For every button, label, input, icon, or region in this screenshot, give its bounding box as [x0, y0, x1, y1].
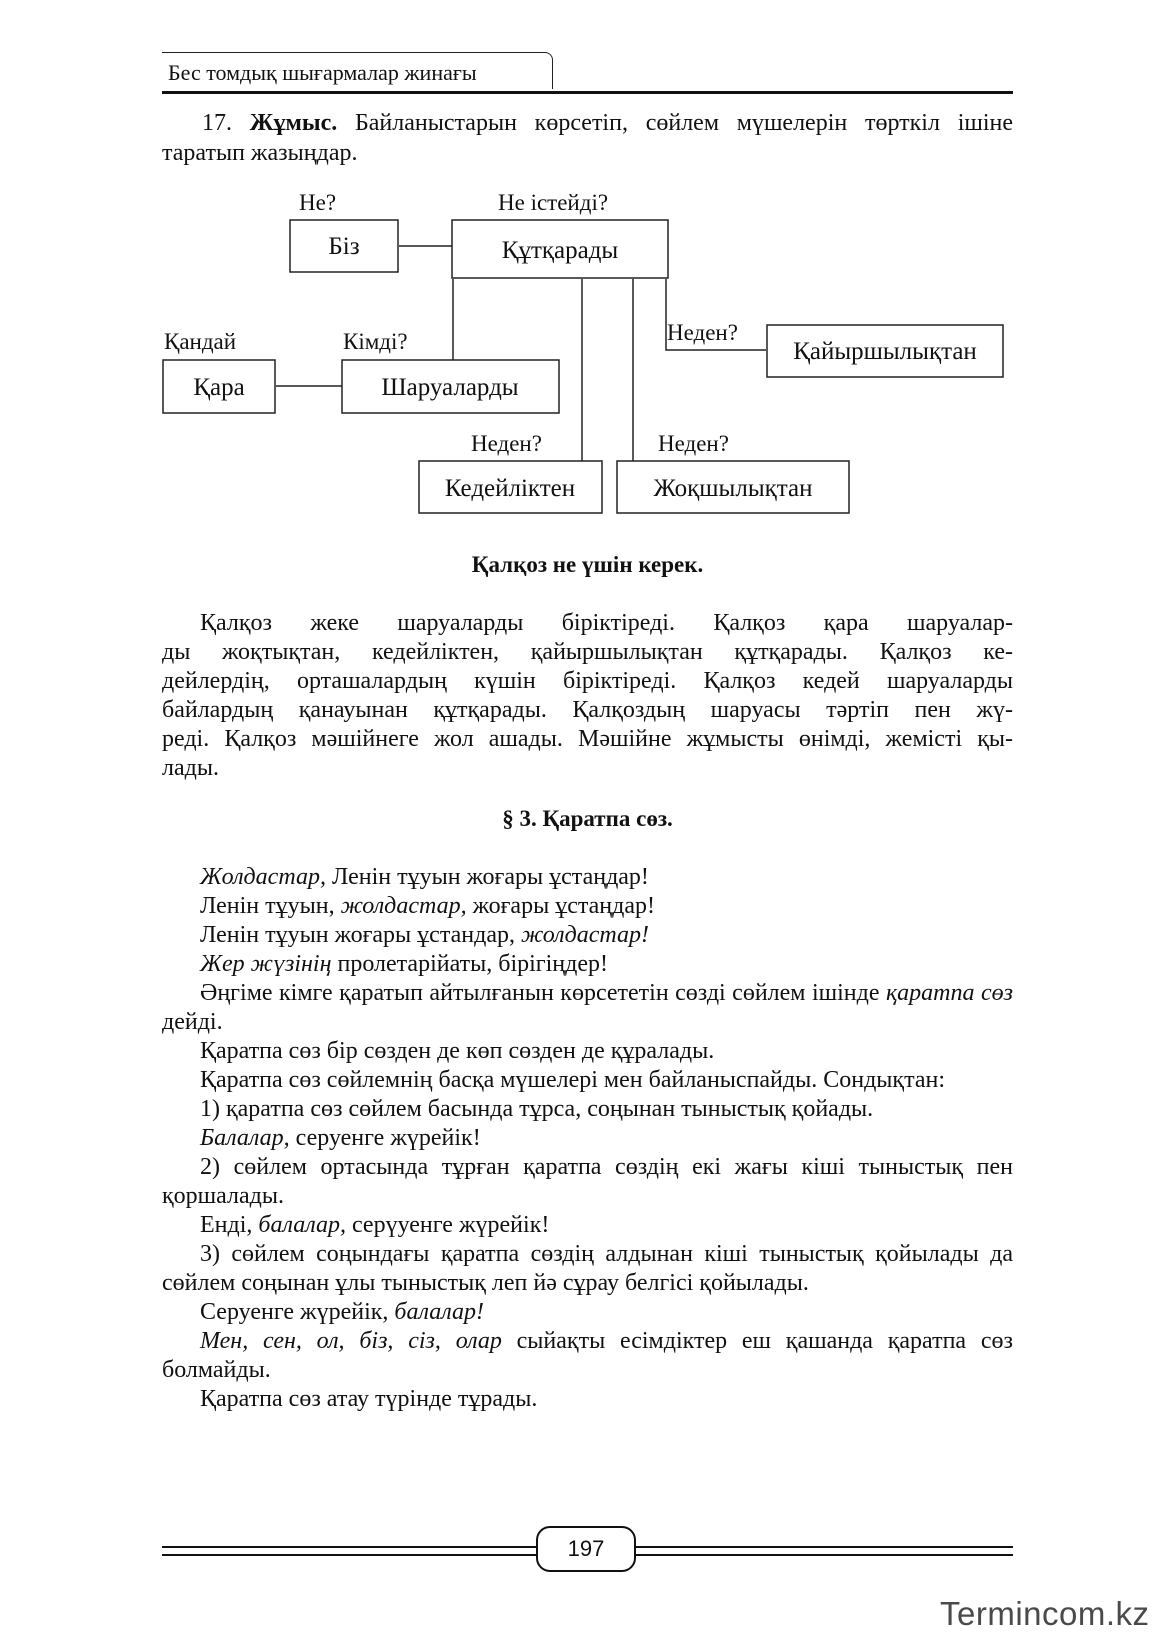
question-ne: Не? [299, 190, 337, 215]
not-linked-paragraph: Қаратпа сөз сөйлемнің басқа мүшелері мен байланыспайды. Сондықтан: [200, 1067, 946, 1093]
example-1-rest: Ленін тұуын жоғары ұстаңдар! [325, 864, 649, 890]
task-number: 17. [202, 110, 232, 136]
rule-1: 1) қаратпа сөз сөйлем басында тұрса, соңынан тыныстық қойады. [200, 1096, 874, 1122]
example-4 [162, 950, 1013, 979]
kolkhoz-line-1: Қалқоз жеке шаруаларды біріктіреді. Қалқоз қара шаруалар- [200, 610, 1013, 636]
section-kolkhoz-title: Қалқоз не үшін керек. [471, 552, 704, 577]
box-zhokshylyktan: Жоқшылықтан [653, 475, 813, 502]
watermark-logo: Termincom.kz [940, 1595, 1150, 1632]
kolkhoz-line-6: лады. [162, 755, 219, 781]
rule-3: 3) сөйлем соңындағы қаратпа сөздің алдынан кіші тыныстық қойылады да сөйлем соңынан ұлы тыныстық леп йә сұрау белгісі қойылады. [162, 1241, 1013, 1296]
question-neden-kedeilikten: Неден? [471, 431, 542, 456]
footer-rule-left [162, 1546, 538, 1556]
box-sharuualardy: Шаруаларды [381, 374, 519, 401]
rule-2: 2) сөйлем ортасында тұрған қаратпа сөздің екі жағы кіші тыныстық пен қоршалады. [162, 1154, 1013, 1209]
kolkhoz-line-5: реді. Қалқоз мәшійнеге жол ашады. Мәшійне жұмысты өнімді, жемісті қы- [162, 726, 1013, 752]
definition [162, 979, 1013, 1037]
rule-2-example-end: серүуенге жүрейік! [345, 1212, 550, 1238]
example-2-end: жоғары ұстаңдар! [466, 893, 655, 919]
pronouns-paragraph [162, 1327, 1013, 1385]
question-ne-isteidi: Не істейді? [498, 190, 609, 215]
task-text: Байланыстарын көрсетіп, сөйлем мүшелерін төрткіл ішіне таратып жазыңдар. [162, 110, 1014, 166]
rule-2-example-address: балалар, [258, 1212, 346, 1238]
box-kara: Қара [193, 374, 245, 401]
example-2-address: жолдастар, [340, 893, 467, 919]
sentence-diagram [0, 0, 1158, 530]
last-paragraph: Қаратпа сөз атау түрінде тұрады. [200, 1386, 538, 1412]
rule-1-example-address: Балалар, [200, 1125, 290, 1151]
example-3-address: жолдастар! [520, 922, 649, 948]
page-number: 197 [536, 1526, 636, 1572]
pronouns-list: Мен, сен, ол, біз, сіз, олар [200, 1328, 502, 1354]
forms-paragraph: Қаратпа сөз бір сөзден де көп сөзден де құралады. [200, 1038, 715, 1064]
question-kandai: Қандай [164, 329, 237, 354]
definition-end: дейді. [162, 1009, 223, 1035]
pronouns-rest: сыйақты есімдіктер еш қашанда қаратпа сөз болмайды. [162, 1328, 1013, 1383]
example-3-start: Ленін тұуын жоғары ұстандар, [200, 922, 521, 948]
kolkhoz-line-3: дейлердің, орташалардың күшін біріктіреді. Қалқоз кедей шаруаларды [162, 668, 1013, 694]
box-biz: Біз [328, 233, 360, 260]
question-neden-zhokshylyktan: Неден? [658, 431, 729, 456]
section-kolkhoz-text [162, 609, 1013, 783]
example-4-rest: пролетарійаты, бірігіңдер! [331, 951, 608, 977]
rule-3-example [162, 1298, 1013, 1327]
question-kimdi: Кімді? [343, 329, 408, 354]
rule-3-example-address: балалар! [394, 1299, 484, 1325]
rule-1-example [162, 1124, 1013, 1153]
example-1-address: Жолдастар, [200, 864, 326, 890]
definition-start: Әңгіме кімге қаратып айтылғанын көрсететін сөзді сөйлем ішінде [200, 980, 886, 1006]
example-4-address: Жер жүзінің [200, 951, 332, 977]
kolkhoz-line-4: байлардың қанауынан құтқарады. Қалқоздың шаруасы тәртіп пен жү- [162, 697, 1013, 723]
example-2-start: Ленін тұуын, [200, 893, 341, 919]
footer-rule-right [630, 1546, 1013, 1556]
rule-1-example-rest: серуенге жүрейік! [289, 1125, 481, 1151]
kolkhoz-line-2: ды жоқтықтан, кедейліктен, қайыршылықтан құтқарады. Қалқоз ке- [162, 639, 1013, 665]
box-kedeilikten: Кедейліктен [444, 475, 576, 502]
rule-2-example [162, 1211, 1013, 1240]
running-header-title: Бес томдық шығармалар жинағы [168, 60, 477, 85]
rule-3-example-start: Серуенге жүрейік, [200, 1299, 395, 1325]
box-kutkarady: Құтқарады [501, 237, 619, 264]
rule-2-example-start: Енді, [200, 1212, 259, 1238]
example-3 [162, 921, 1013, 950]
section-3-text [162, 863, 1013, 1414]
box-kaiyrshylyktan: Қайыршылықтан [793, 338, 977, 365]
section-3-title: § 3. Қаратпа сөз. [502, 806, 673, 831]
task-label: Жұмыс. [249, 110, 338, 136]
example-2 [162, 892, 1013, 921]
example-1 [162, 863, 1013, 892]
question-neden-kaiyrshylyktan: Неден? [667, 320, 738, 345]
definition-term: қаратпа сөз [885, 980, 1013, 1006]
